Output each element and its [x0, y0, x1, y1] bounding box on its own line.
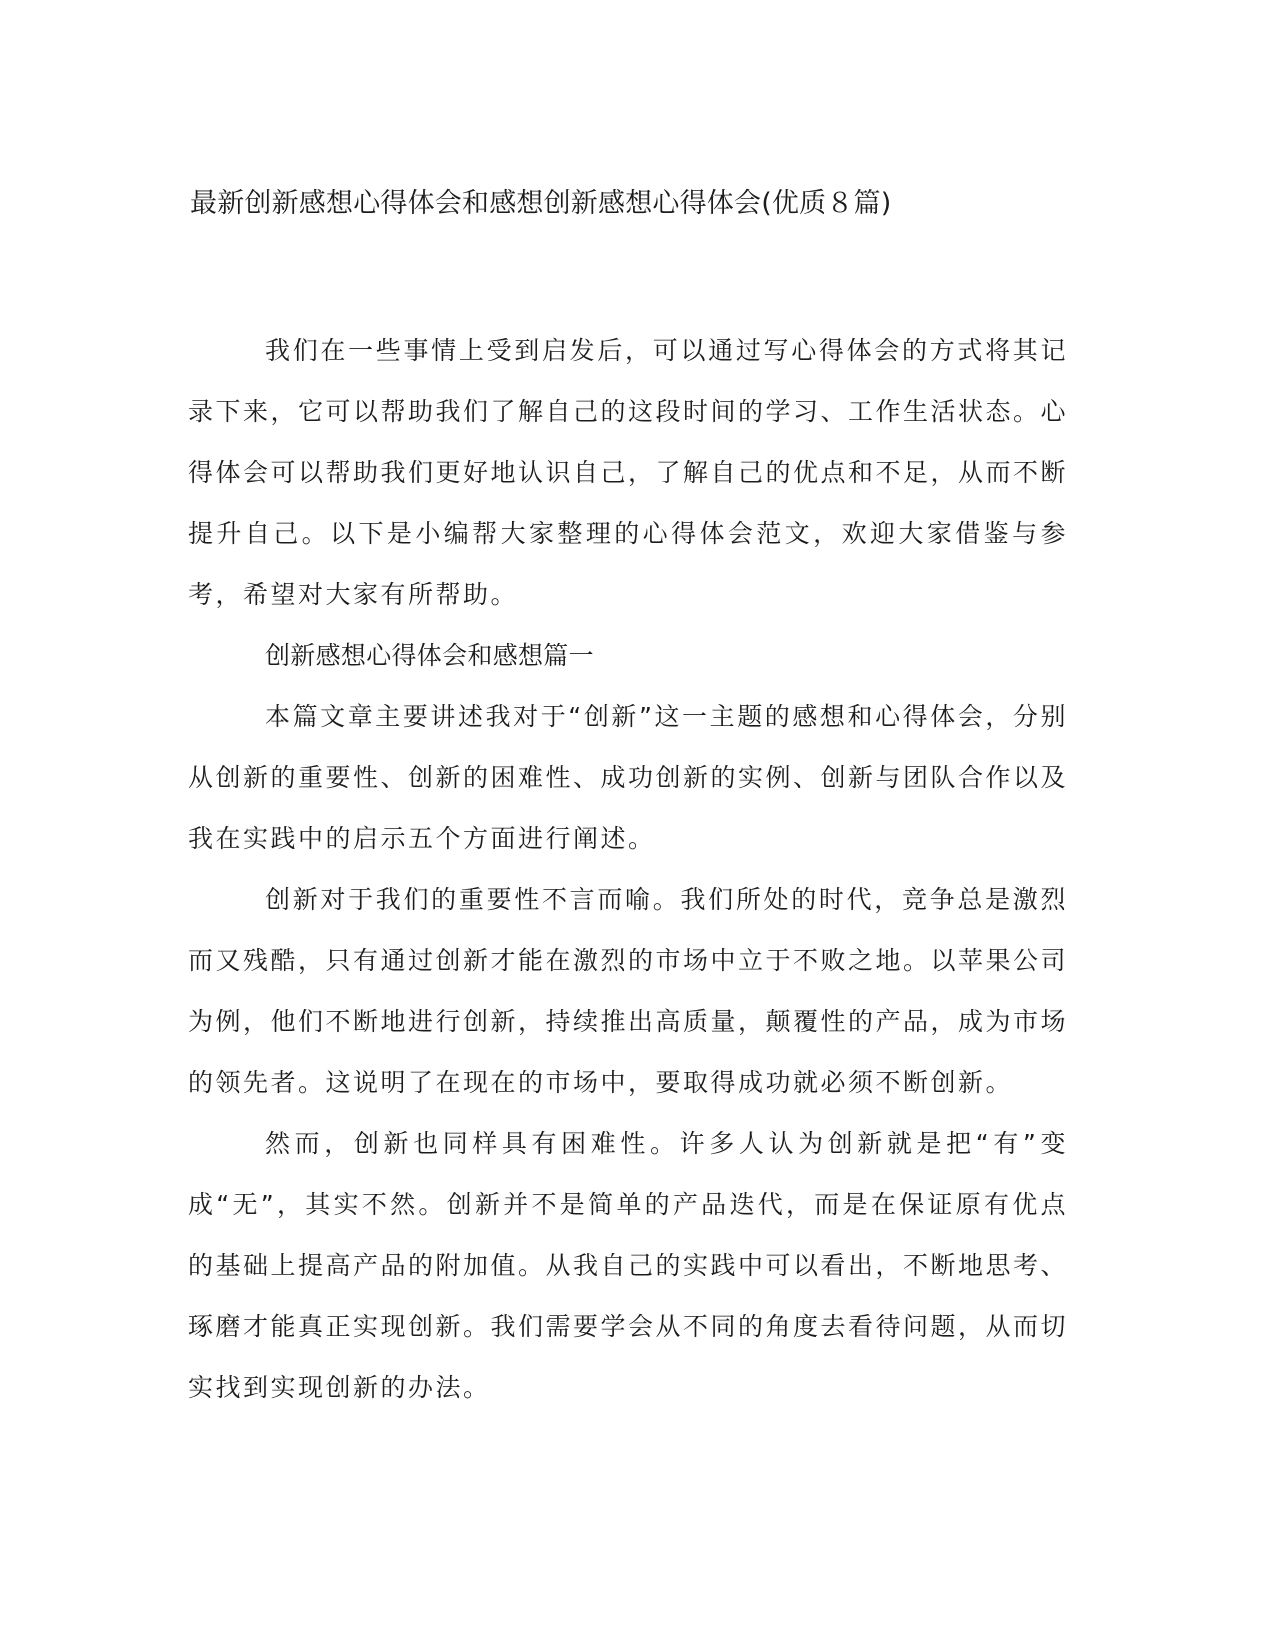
body-paragraph: 本篇文章主要讲述我对于“创新”这一主题的感想和心得体会，分别从创新的重要性、创新的困难性、成功创新的实例、创新与团队合作以及我在实践中的启示五个方面进行阐述。: [188, 702, 1069, 853]
document-body: [188, 320, 1068, 1418]
document-title: 最新创新感想心得体会和感想创新感想心得体会(优质８篇): [190, 188, 892, 219]
body-paragraph: 然而，创新也同样具有困难性。许多人认为创新就是把“有”变成“无”，其实不然。创新并不是简单的产品迭代，而是在保证原有优点的基础上提高产品的附加值。从我自己的实践中可以看出，不断地思考、琢磨才能真正实现创新。我们需要学会从不同的角度去看待问题，从而切实找到实现创新的办法。: [188, 1129, 1069, 1402]
intro-paragraph: 我们在一些事情上受到启发后，可以通过写心得体会的方式将其记录下来，它可以帮助我们了解自己的这段时间的学习、工作生活状态。心得体会可以帮助我们更好地认识自己，了解自己的优点和不足，从而不断提升自己。以下是小编帮大家整理的心得体会范文，欢迎大家借鉴与参考，希望对大家有所帮助。: [188, 336, 1069, 609]
body-paragraph: 创新对于我们的重要性不言而喻。我们所处的时代，竞争总是激烈而又残酷，只有通过创新才能在激烈的市场中立于不败之地。以苹果公司为例，他们不断地进行创新，持续推出高质量，颠覆性的产品，成为市场的领先者。这说明了在现在的市场中，要取得成功就必须不断创新。: [188, 885, 1069, 1097]
section-heading: 创新感想心得体会和感想篇一: [265, 641, 594, 670]
